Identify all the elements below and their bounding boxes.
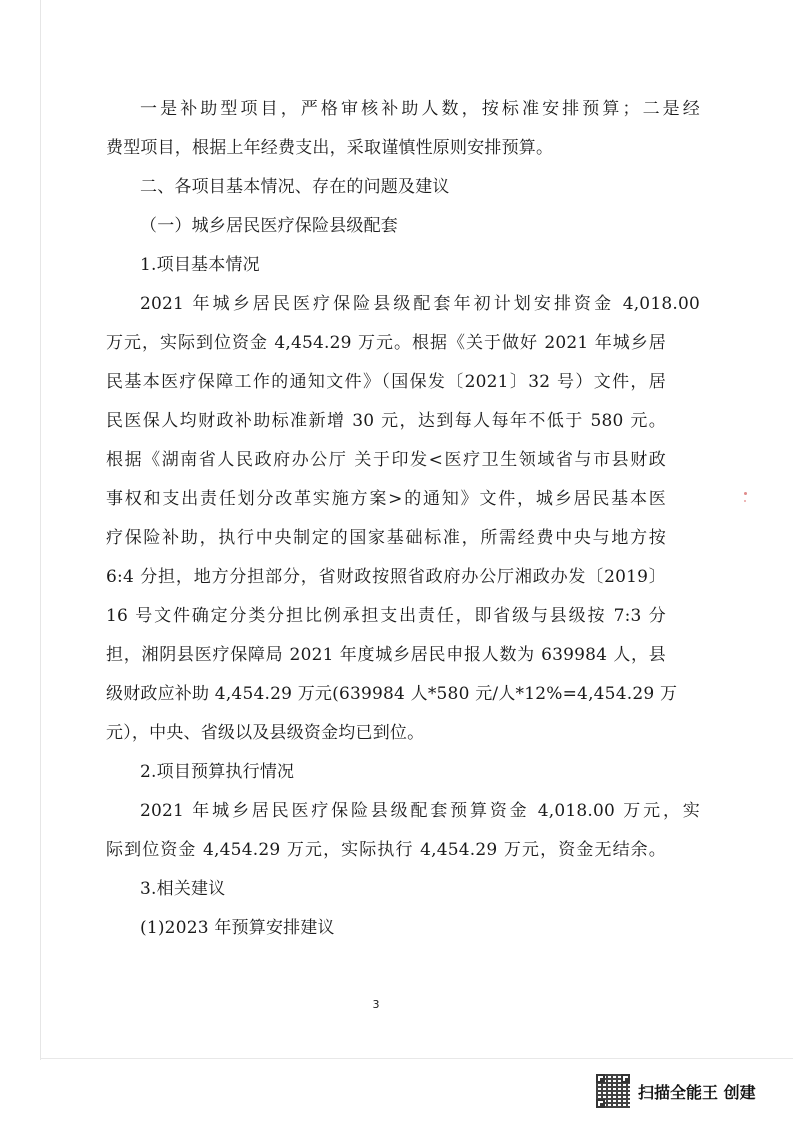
paragraph-line: 担，湘阴县医疗保障局 2021 年度城乡居民申报人数为 639984 人，县 <box>106 645 666 665</box>
scan-edge <box>40 0 41 1060</box>
paragraph-line: 2021 年城乡居民医疗保险县级配套预算资金 4,018.00 万元，实 <box>140 801 700 821</box>
paragraph-line: 根据《湖南省人民政府办公厅 关于印发<医疗卫生领域省与市县财政 <box>106 450 666 470</box>
paragraph-line: 一是补助型项目，严格审核补助人数，按标准安排预算；二是经 <box>140 99 700 119</box>
paragraph-line: 16 号文件确定分类分担比例承担支出责任，即省级与县级按 7:3 分 <box>106 606 666 626</box>
item-heading: 2.项目预算执行情况 <box>140 762 295 782</box>
paragraph-line: 2021 年城乡居民医疗保险县级配套年初计划安排资金 4,018.00 <box>140 294 700 314</box>
paragraph-line: 际到位资金 4,454.29 万元，实际执行 4,454.29 万元，资金无结余。 <box>106 840 666 860</box>
paragraph-line: 6:4 分担，地方分担部分，省财政按照省政府办公厅湘政办发〔2019〕 <box>106 567 666 587</box>
sub-item-heading: (1)2023 年预算安排建议 <box>140 918 335 938</box>
section-heading: 二、各项目基本情况、存在的问题及建议 <box>140 177 450 197</box>
paragraph-line: 事权和支出责任划分改革实施方案>的通知》文件，城乡居民基本医 <box>106 489 666 509</box>
item-heading: 3.相关建议 <box>140 879 226 899</box>
scan-bottom-edge <box>40 1058 793 1059</box>
paragraph-line: 费型项目，根据上年经费支出，采取谨慎性原则安排预算。 <box>106 138 554 158</box>
item-heading: 1.项目基本情况 <box>140 255 260 275</box>
subsection-heading: （一）城乡居民医疗保险县级配套 <box>140 216 398 236</box>
paragraph-line: 民基本医疗保障工作的通知文件》（国保发〔2021〕32 号）文件，居 <box>106 372 666 392</box>
qr-code-icon <box>596 1074 630 1108</box>
scanner-watermark <box>596 1071 756 1111</box>
page-number: 3 <box>372 998 380 1011</box>
scanner-brand-text: 扫描全能王 创建 <box>638 1082 756 1102</box>
scan-speck <box>744 492 747 495</box>
paragraph-line: 万元，实际到位资金 4,454.29 万元。根据《关于做好 2021 年城乡居 <box>106 333 666 353</box>
paragraph-line: 民医保人均财政补助标准新增 30 元，达到每人每年不低于 580 元。 <box>106 411 666 431</box>
scan-speck <box>744 500 746 502</box>
paragraph-line: 疗保险补助，执行中央制定的国家基础标准，所需经费中央与地方按 <box>106 528 666 548</box>
paragraph-line: 元），中央、省级以及县级资金均已到位。 <box>106 723 425 743</box>
paragraph-line: 级财政应补助 4,454.29 万元(639984 人*580 元/人*12%=4,454.29 万 <box>106 684 678 704</box>
